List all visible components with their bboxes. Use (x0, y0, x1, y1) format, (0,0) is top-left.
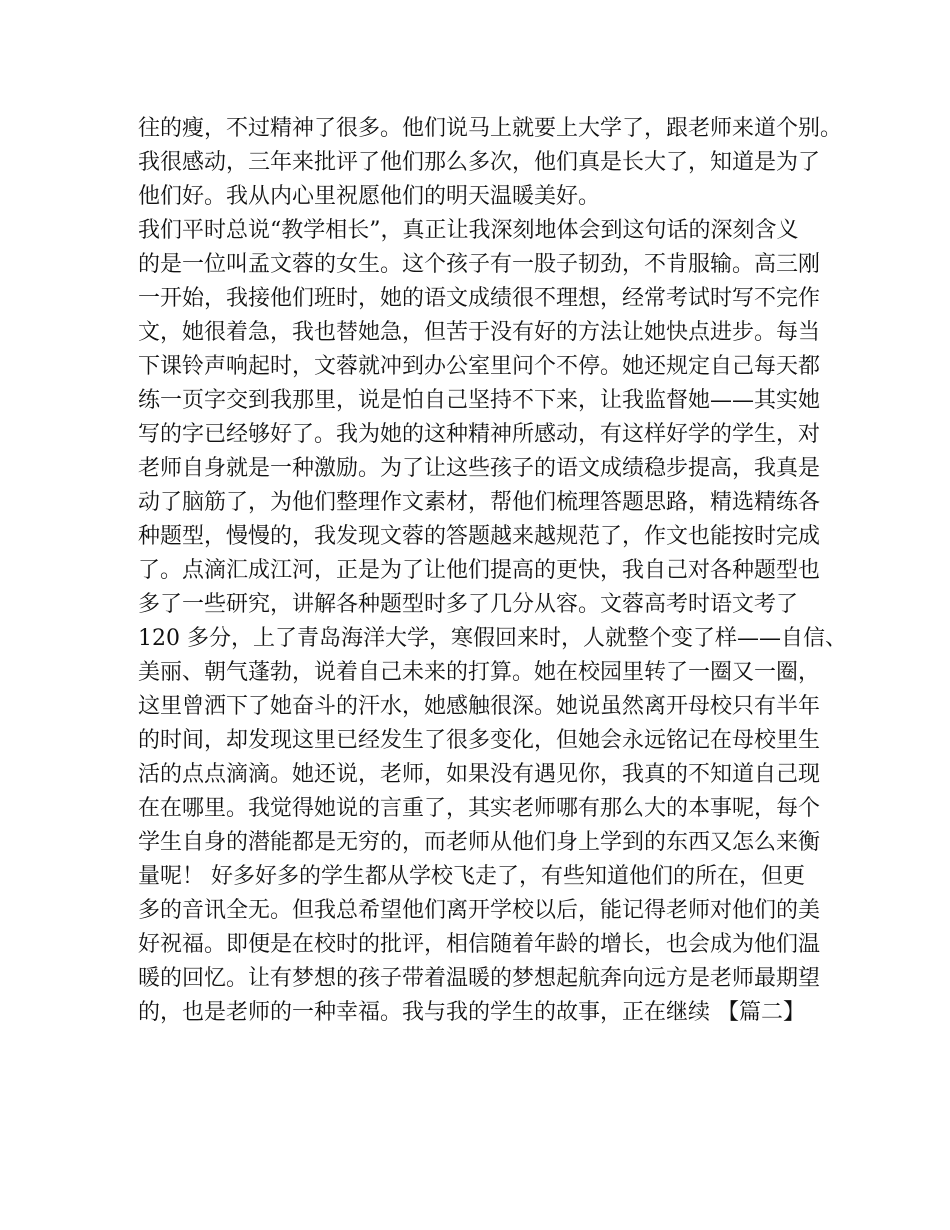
text-line: 往的瘦，不过精神了很多。他们说马上就要上大学了，跟老师来道个别。 (138, 116, 843, 141)
text-line: 老师自身就是一种激励。为了让这些孩子的语文成绩稳步提高，我真是 (138, 456, 821, 481)
text-line: 多了一些研究，讲解各种题型时多了几分从容。文蓉高考时语文考了 (138, 592, 799, 617)
text-line: 我很感动，三年来批评了他们那么多次，他们真是长大了，知道是为了 (138, 150, 821, 175)
text-line: 我们平时总说“教学相长”，真正让我深刻地体会到这句话的深刻含义 (138, 218, 799, 243)
text-line: 他们好。我从内心里祝愿他们的明天温暖美好。 (138, 184, 601, 209)
text-line: 练一页字交到我那里，说是怕自己坚持不下来，让我监督她——其实她 (138, 388, 821, 413)
text-line: 种题型，慢慢的，我发现文蓉的答题越来越规范了，作文也能按时完成 (138, 524, 821, 549)
text-line: 一开始，我接他们班时，她的语文成绩很不理想，经常考试时写不完作 (138, 286, 821, 311)
text-line: 活的点点滴滴。她还说，老师，如果没有遇见你，我真的不知道自己现 (138, 762, 821, 787)
text-line: 的，也是老师的一种幸福。我与我的学生的故事，正在继续 【篇二】 (138, 1000, 805, 1025)
text-line: 了。点滴汇成江河，正是为了让他们提高的更快，我自己对各种题型也 (138, 558, 821, 583)
text-line: 文，她很着急，我也替她急，但苦于没有好的方法让她快点进步。每当 (138, 320, 821, 345)
text-line: 的是一位叫孟文蓉的女生。这个孩子有一股子韧劲，不肯服输。高三刚 (138, 252, 821, 277)
text-line: 在在哪里。我觉得她说的言重了，其实老师哪有那么大的本事呢，每个 (138, 796, 821, 821)
text-line: 的时间，却发现这里已经发生了很多变化，但她会永远铭记在母校里生 (138, 728, 821, 753)
text-line: 好祝福。即便是在校时的批评，相信随着年龄的增长，也会成为他们温 (138, 932, 821, 957)
body-text (138, 112, 847, 1030)
text-line: 动了脑筋了，为他们整理作文素材，帮他们梳理答题思路，精选精练各 (138, 490, 821, 515)
text-line: 下课铃声响起时，文蓉就冲到办公室里问个不停。她还规定自己每天都 (138, 354, 821, 379)
text-line: 120 多分，上了青岛海洋大学，寒假回来时，人就整个变了样——自信、 (138, 626, 847, 651)
text-line: 写的字已经够好了。我为她的这种精神所感动，有这样好学的学生，对 (138, 422, 821, 447)
text-line: 这里曾洒下了她奋斗的汗水，她感触很深。她说虽然离开母校只有半年 (138, 694, 821, 719)
text-line: 暖的回忆。让有梦想的孩子带着温暖的梦想起航奔向远方是老师最期望 (138, 966, 821, 991)
text-line: 学生自身的潜能都是无穷的，而老师从他们身上学到的东西又怎么来衡 (138, 830, 821, 855)
text-line: 多的音讯全无。但我总希望他们离开学校以后，能记得老师对他们的美 (138, 898, 821, 923)
text-line: 量呢！ 好多好多的学生都从学校飞走了，有些知道他们的所在，但更 (138, 864, 805, 889)
text-line: 美丽、朝气蓬勃，说着自己未来的打算。她在校园里转了一圈又一圈， (138, 660, 821, 685)
